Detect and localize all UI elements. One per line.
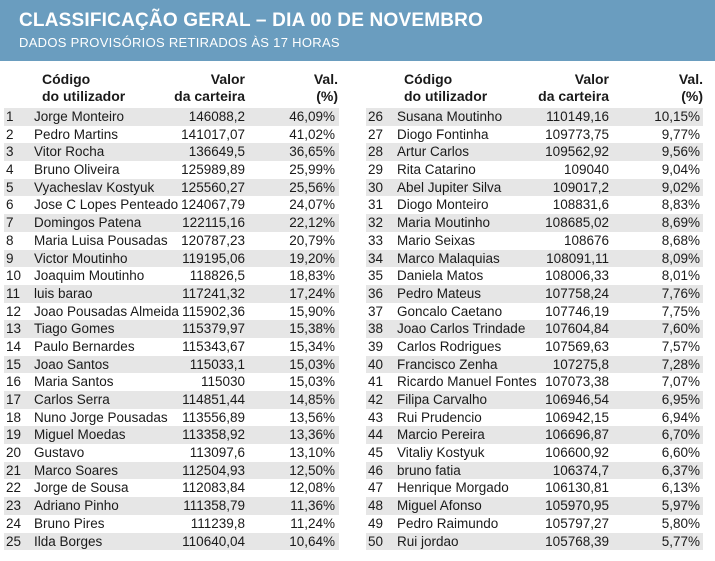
portfolio-value-cell: 118826,5 [189,268,245,284]
portfolio-value-cell: 115379,97 [182,321,245,337]
rank-cell: 39 [368,338,384,354]
portfolio-value-cell: 105970,95 [545,498,609,514]
user-code-cell: Bruno Pires [34,515,105,531]
rank-cell: 27 [368,126,384,142]
table-row [4,320,339,338]
percent-change-cell: 10,15% [654,109,700,124]
table-row [4,232,339,250]
percent-change-cell: 20,79% [289,232,335,248]
rank-cell: 40 [368,356,384,372]
user-code-cell: Marco Malaquias [397,250,500,266]
user-code-cell: Tiago Gomes [34,321,115,337]
user-code-cell: Nuno Jorge Pousadas [34,409,168,425]
table-row [366,250,703,268]
portfolio-value-cell: 124067,79 [181,197,245,213]
table-row [366,126,703,144]
rank-cell: 12 [6,303,22,319]
portfolio-value-cell: 136649,5 [188,144,245,160]
table-row [4,108,339,126]
table-row [366,515,703,533]
rank-cell: 7 [6,215,14,231]
table-header [4,68,339,108]
percent-change-cell: 13,10% [289,445,335,461]
rank-cell: 22 [6,480,22,496]
percent-change-cell: 15,03% [289,356,335,372]
page-title: CLASSIFICAÇÃO GERAL – DIA 00 DE NOVEMBRO [19,10,484,31]
user-code-cell: Pedro Raimundo [397,515,499,531]
column-header-pct: Val. (%) [313,71,338,104]
user-code-cell: Joao Santos [34,356,110,372]
rank-cell: 19 [6,427,22,443]
user-code-cell: Jose C Lopes Penteado [34,197,179,213]
rank-cell: 44 [368,427,384,443]
user-code-cell: Vitor Rocha [34,144,105,160]
percent-change-cell: 36,65% [289,144,335,160]
percent-change-cell: 9,02% [661,179,700,195]
portfolio-value-cell: 109017,2 [552,179,609,195]
user-code-cell: Paulo Bernardes [34,338,135,354]
table-row [366,479,703,497]
percent-change-cell: 7,75% [661,303,700,319]
user-code-cell: Marco Soares [34,462,119,478]
rank-cell: 30 [368,179,384,195]
percent-change-cell: 6,37% [661,462,700,478]
rank-cell: 24 [6,515,22,531]
rank-cell: 49 [368,515,384,531]
table-row [4,161,339,179]
page-subtitle: DADOS PROVISÓRIOS RETIRADOS ÀS 17 HORAS [19,35,340,50]
column-header-code: Código do utilizador [42,71,126,104]
table-row [366,161,703,179]
percent-change-cell: 8,69% [661,215,700,231]
rank-cell: 47 [368,480,384,496]
percent-change-cell: 25,99% [289,162,335,178]
portfolio-value-cell: 115343,67 [182,338,245,354]
rank-cell: 17 [6,392,22,407]
table-row [366,320,703,338]
table-row [4,267,339,285]
percent-change-cell: 9,56% [661,144,700,160]
portfolio-value-cell: 105768,39 [545,533,609,549]
portfolio-value-cell: 115030 [200,374,245,390]
user-code-cell: Vyacheslav Kostyuk [34,179,155,195]
user-code-cell: Joaquim Moutinho [34,268,145,284]
percent-change-cell: 46,09% [289,109,335,124]
percent-change-cell: 6,95% [661,392,700,407]
portfolio-value-cell: 117241,32 [182,285,245,301]
portfolio-value-cell: 109562,92 [545,144,609,160]
table-row [366,462,703,480]
user-code-cell: Victor Moutinho [34,250,128,266]
portfolio-value-cell: 105797,27 [545,515,609,531]
portfolio-value-cell: 111239,8 [190,515,245,531]
user-code-cell: Rui jordao [397,533,459,549]
table-row [4,515,339,533]
portfolio-value-cell: 109040 [563,162,609,178]
user-code-cell: Goncalo Caetano [397,303,503,319]
rank-cell: 18 [6,409,22,425]
user-code-cell: Pedro Martins [34,126,119,142]
percent-change-cell: 24,07% [289,197,335,213]
percent-change-cell: 7,07% [661,374,700,390]
header-banner [0,0,715,61]
rank-cell: 1 [6,109,14,124]
table-row [4,391,339,409]
table-row [4,196,339,214]
percent-change-cell: 6,13% [661,480,700,496]
table-body [366,108,703,550]
rank-cell: 21 [6,462,22,478]
table-row [366,338,703,356]
percent-change-cell: 12,50% [289,462,335,478]
percent-change-cell: 8,01% [661,268,700,284]
percent-change-cell: 8,09% [661,250,700,266]
table-row [366,108,703,126]
percent-change-cell: 7,28% [661,356,700,372]
user-code-cell: Filipa Carvalho [397,392,488,407]
user-code-cell: Susana Moutinho [397,109,503,124]
rank-cell: 42 [368,392,384,407]
rank-cell: 9 [6,250,14,266]
percent-change-cell: 13,36% [289,427,335,443]
rank-cell: 5 [6,179,14,195]
user-code-cell: Pedro Mateus [397,285,482,301]
column-header-value: Valor da carteira [538,71,609,104]
table-row [366,356,703,374]
percent-change-cell: 6,60% [661,445,700,461]
percent-change-cell: 15,34% [289,338,335,354]
user-code-cell: Maria Moutinho [397,215,491,231]
user-code-cell: Vitaliy Kostyuk [397,445,485,461]
portfolio-value-cell: 119195,06 [182,250,245,266]
table-row [4,356,339,374]
user-code-cell: Miguel Moedas [34,427,126,443]
table-row [366,214,703,232]
percent-change-cell: 15,90% [289,303,335,319]
rank-cell: 29 [368,162,384,178]
portfolio-value-cell: 113556,89 [182,409,245,425]
portfolio-value-cell: 108091,11 [546,250,609,266]
user-code-cell: Ricardo Manuel Fontes [397,374,537,390]
table-row [4,214,339,232]
user-code-cell: Gustavo [34,445,85,461]
table-row [4,250,339,268]
table-row [4,285,339,303]
portfolio-value-cell: 107604,84 [545,321,609,337]
portfolio-value-cell: 108685,02 [545,215,609,231]
rank-cell: 28 [368,144,384,160]
portfolio-value-cell: 106130,81 [545,480,609,496]
rank-cell: 35 [368,268,384,284]
percent-change-cell: 15,03% [289,374,335,390]
table-row [4,126,339,144]
table-row [4,533,339,551]
user-code-cell: Bruno Oliveira [34,162,120,178]
percent-change-cell: 7,60% [661,321,700,337]
user-code-cell: Rita Catarino [397,162,476,178]
portfolio-value-cell: 125989,89 [181,162,245,178]
percent-change-cell: 19,20% [289,250,335,266]
rank-cell: 16 [6,374,22,390]
portfolio-value-cell: 141017,07 [181,126,245,142]
column-header-value: Valor da carteira [174,71,245,104]
table-row [4,303,339,321]
table-header [366,68,703,108]
percent-change-cell: 15,38% [289,321,335,337]
user-code-cell: Carlos Rodrigues [397,338,502,354]
portfolio-value-cell: 111358,79 [183,498,245,514]
user-code-cell: bruno fatia [397,462,461,478]
percent-change-cell: 8,83% [661,197,700,213]
rank-cell: 15 [6,356,22,372]
portfolio-value-cell: 107073,38 [545,374,609,390]
user-code-cell: Miguel Afonso [397,498,482,514]
portfolio-value-cell: 107275,8 [552,356,609,372]
table-row [366,533,703,551]
ranking-table-right [366,68,703,550]
percent-change-cell: 14,85% [289,392,335,407]
rank-cell: 13 [6,321,22,337]
rank-cell: 37 [368,303,384,319]
user-code-cell: Joao Pousadas Almeida [34,303,179,319]
percent-change-cell: 10,64% [289,533,335,549]
portfolio-value-cell: 110640,04 [182,533,245,549]
portfolio-value-cell: 106942,15 [545,409,609,425]
user-code-cell: Mario Seixas [397,232,476,248]
user-code-cell: Rui Prudencio [397,409,482,425]
ranking-table-left [4,68,339,550]
portfolio-value-cell: 108006,33 [545,268,609,284]
portfolio-value-cell: 106946,54 [545,392,609,407]
rank-cell: 14 [6,338,22,354]
table-row [4,373,339,391]
table-row [366,444,703,462]
rank-cell: 10 [6,268,22,284]
percent-change-cell: 5,80% [661,515,700,531]
table-row [4,338,339,356]
rank-cell: 41 [368,374,384,390]
user-code-cell: Henrique Morgado [397,480,509,496]
percent-change-cell: 12,08% [289,480,335,496]
portfolio-value-cell: 106600,92 [545,445,609,461]
user-code-cell: Adriano Pinho [34,498,119,514]
user-code-cell: Diogo Fontinha [397,126,489,142]
rank-cell: 3 [6,144,14,160]
portfolio-value-cell: 107569,63 [545,338,609,354]
percent-change-cell: 22,12% [289,215,335,231]
percent-change-cell: 9,04% [661,162,700,178]
rank-cell: 4 [6,162,14,178]
table-row [366,426,703,444]
table-row [366,497,703,515]
percent-change-cell: 17,24% [289,285,335,301]
table-row [4,426,339,444]
rank-cell: 36 [368,285,384,301]
rank-cell: 6 [6,197,14,213]
rank-cell: 25 [6,533,22,549]
user-code-cell: Jorge de Sousa [34,480,129,496]
user-code-cell: Artur Carlos [397,144,470,160]
portfolio-value-cell: 106696,87 [545,427,609,443]
rank-cell: 43 [368,409,384,425]
portfolio-value-cell: 146088,2 [188,109,245,124]
table-body [4,108,339,550]
portfolio-value-cell: 115033,1 [189,356,245,372]
table-row [4,497,339,515]
table-row [366,409,703,427]
rank-cell: 45 [368,445,384,461]
user-code-cell: Joao Carlos Trindade [397,321,526,337]
portfolio-value-cell: 112504,93 [182,462,245,478]
percent-change-cell: 25,56% [289,179,335,195]
rank-cell: 50 [368,533,384,549]
table-row [366,267,703,285]
portfolio-value-cell: 113358,92 [182,427,245,443]
portfolio-value-cell: 108831,6 [552,197,609,213]
rank-cell: 8 [6,232,14,248]
portfolio-value-cell: 110149,16 [546,109,609,124]
percent-change-cell: 5,77% [661,533,700,549]
percent-change-cell: 11,24% [290,515,335,531]
rank-cell: 23 [6,498,22,514]
percent-change-cell: 7,57% [661,338,700,354]
portfolio-value-cell: 125560,27 [181,179,245,195]
table-row [4,143,339,161]
percent-change-cell: 7,76% [661,285,700,301]
portfolio-value-cell: 109773,75 [545,126,609,142]
percent-change-cell: 5,97% [661,498,700,514]
table-row [4,462,339,480]
percent-change-cell: 41,02% [289,126,335,142]
portfolio-value-cell: 120787,23 [181,232,245,248]
portfolio-value-cell: 113097,6 [189,445,245,461]
percent-change-cell: 13,56% [289,409,335,425]
user-code-cell: Domingos Patena [34,215,142,231]
percent-change-cell: 9,77% [661,126,700,142]
user-code-cell: Marcio Pereira [397,427,485,443]
table-row [4,179,339,197]
portfolio-value-cell: 112083,84 [182,480,245,496]
column-header-pct: Val. (%) [678,71,703,104]
rank-cell: 32 [368,215,384,231]
portfolio-value-cell: 107746,19 [545,303,609,319]
table-row [366,196,703,214]
user-code-cell: Abel Jupiter Silva [397,179,502,195]
user-code-cell: Maria Luisa Pousadas [34,232,168,248]
user-code-cell: Francisco Zenha [397,356,498,372]
percent-change-cell: 18,83% [289,268,335,284]
user-code-cell: Jorge Monteiro [34,109,125,124]
user-code-cell: Daniela Matos [397,268,484,284]
user-code-cell: Maria Santos [34,374,114,390]
user-code-cell: Ilda Borges [34,533,103,549]
rank-cell: 31 [368,197,384,213]
table-row [366,179,703,197]
rank-cell: 38 [368,321,384,337]
table-row [366,391,703,409]
percent-change-cell: 8,68% [661,232,700,248]
rank-cell: 11 [6,285,21,301]
percent-change-cell: 11,36% [290,498,335,514]
table-row [366,143,703,161]
portfolio-value-cell: 122115,16 [182,215,245,231]
portfolio-value-cell: 106374,7 [552,462,609,478]
user-code-cell: Diogo Monteiro [397,197,489,213]
table-row [366,285,703,303]
rank-cell: 33 [368,232,384,248]
user-code-cell: Carlos Serra [34,392,110,407]
rank-cell: 26 [368,109,384,124]
rank-cell: 48 [368,498,384,514]
table-row [366,373,703,391]
portfolio-value-cell: 115902,36 [182,303,245,319]
column-header-code: Código do utilizador [404,71,488,104]
rank-cell: 46 [368,462,384,478]
table-row [4,479,339,497]
table-row [4,409,339,427]
table-row [366,232,703,250]
rank-cell: 2 [6,126,14,142]
percent-change-cell: 6,70% [661,427,700,443]
table-row [366,303,703,321]
user-code-cell: luis barao [34,285,93,301]
portfolio-value-cell: 108676 [563,232,609,248]
portfolio-value-cell: 114851,44 [182,392,245,407]
percent-change-cell: 6,94% [661,409,700,425]
rank-cell: 34 [368,250,384,266]
rank-cell: 20 [6,445,22,461]
portfolio-value-cell: 107758,24 [545,285,609,301]
table-row [4,444,339,462]
